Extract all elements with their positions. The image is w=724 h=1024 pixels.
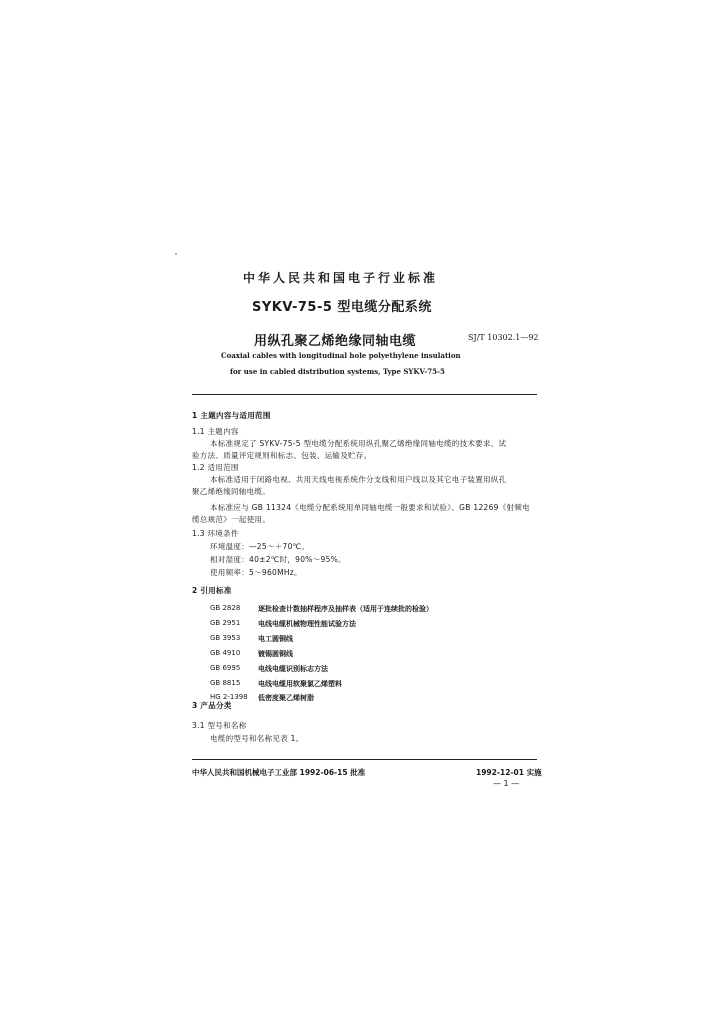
section-1-3-temperature: 环境温度：—25～＋70℃。 [210,542,310,551]
reference-title: 逐批检查计数抽样程序及抽样表（适用于连续批的检验） [258,605,433,613]
section-1-2-text-3: 本标准应与 GB 11324《电缆分配系统用单同轴电缆一般要求和试验》、GB 12269《射频电 [210,503,530,512]
page-number: — 1 — [493,779,520,788]
reference-title: 电工圆铜线 [258,635,293,643]
section-1-heading: 1 主题内容与适用范围 [192,411,271,420]
section-1-2-text-2: 聚乙烯绝缘同轴电缆。 [192,487,270,496]
approval-line: 中华人民共和国机械电子工业部 1992-06-15 批准 [192,768,366,777]
title-line-1: SYKV-75-5 型电缆分配系统 [252,300,432,315]
reference-title: 镀锡圆铜线 [258,650,293,658]
english-title-line-2: for use in cabled distribution systems, Type SYKV-75-5 [230,367,445,376]
standard-number: SJ/T 10302.1—92 [468,333,539,342]
section-1-1-text-2: 验方法、质量评定规则和标志、包装、运输及贮存。 [192,451,372,460]
reference-title: 电线电缆识别标志方法 [258,665,328,673]
top-rule [192,394,537,395]
scan-speck [175,253,177,255]
section-3-heading: 3 产品分类 [192,701,232,710]
reference-code: GB 8815 [210,679,241,687]
title-line-2: 用纵孔聚乙烯绝缘同轴电缆 [254,334,417,349]
reference-title: 电线电缆用软聚氯乙烯塑料 [258,680,342,688]
reference-code: GB 2828 [210,604,241,612]
reference-code: GB 2951 [210,619,241,627]
section-3-1-text: 电缆的型号和名称见表 1。 [210,734,304,743]
section-1-2-heading: 1.2 适用范围 [192,463,239,472]
section-3-1-heading: 3.1 型号和名称 [192,721,247,730]
reference-code: HG 2-1398 [210,693,248,701]
reference-code: GB 3953 [210,634,241,642]
section-1-1-text-1: 本标准规定了 SYKV-75-5 型电缆分配系统用纵孔聚乙烯绝缘同轴电缆的技术要求、试 [210,439,507,448]
bottom-rule [192,759,537,760]
reference-title: 低密度聚乙烯树脂 [258,694,314,702]
reference-code: GB 4910 [210,649,241,657]
section-1-3-humidity: 相对湿度：40±2℃时，90%～95%。 [210,555,346,564]
section-1-3-heading: 1.3 环境条件 [192,529,239,538]
section-1-2-text-4: 缆总规范》一起使用。 [192,515,270,524]
english-title-line-1: Coaxial cables with longitudinal hole polyethylene insulation [221,351,461,360]
reference-code: GB 6995 [210,664,241,672]
section-1-3-frequency: 使用频率：5～960MHz。 [210,568,302,577]
section-1-2-text-1: 本标准适用于闭路电视、共用天线电视系统作分支线和用户线以及其它电子装置用纵孔 [210,475,507,484]
section-1-1-heading: 1.1 主题内容 [192,427,239,436]
issuing-org: 中华人民共和国电子行业标准 [243,271,439,285]
reference-title: 电线电缆机械物理性能试验方法 [258,620,356,628]
section-2-heading: 2 引用标准 [192,586,232,595]
implementation-date: 1992-12-01 实施 [476,768,542,777]
